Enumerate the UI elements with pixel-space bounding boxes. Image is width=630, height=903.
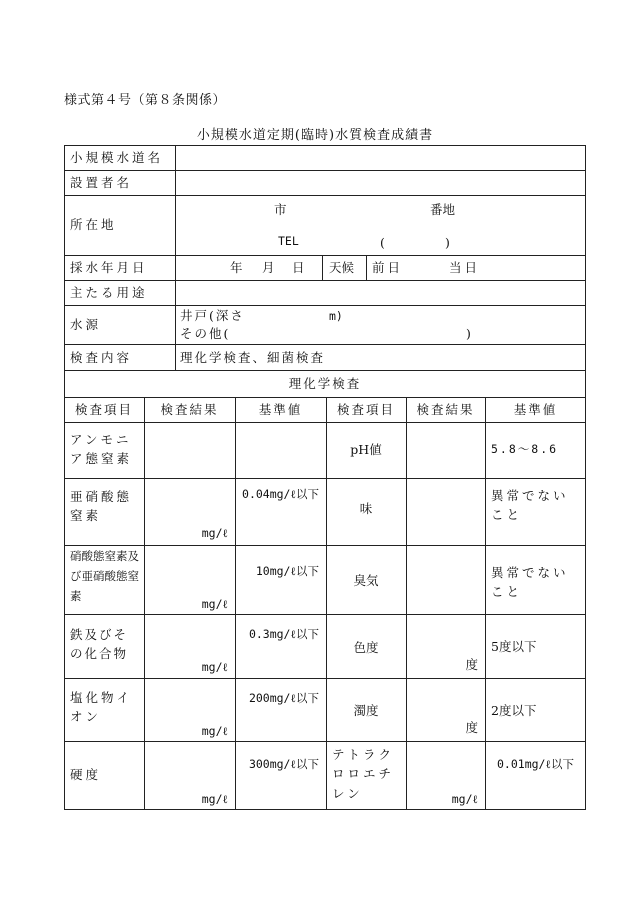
header-item-2: 検査項目 [336,402,395,417]
row5-unit: mg/ℓ [201,724,228,738]
row5-standard2: 2度以下 [491,703,537,718]
row3-item2: 臭気 [353,573,379,588]
row2-unit: mg/ℓ [201,526,228,540]
address-label: 所在地 [70,217,117,232]
row4-item: 鉄及びその化合物 [70,627,129,662]
address-lot-label: 番地 [430,202,456,217]
row1-item: アンモニア態窒素 [70,432,133,467]
tel-label: TEL [278,234,299,248]
row3-standard2: 異常でないこと [491,565,569,600]
header-standard-2: 基準値 [513,402,558,417]
row3-standard: 10mg/ℓ以下 [255,564,319,578]
inspection-form-table [64,145,586,809]
row4-unit: mg/ℓ [201,660,228,674]
header-item-1: 検査項目 [74,402,133,417]
section-title: 理化学検査 [288,376,362,391]
facility-name-label: 小規模水道名 [70,150,164,165]
tel-paren-open: ( [380,235,385,250]
header-standard-1: 基準値 [258,402,303,417]
installer-label: 設置者名 [70,175,133,190]
sampling-date-label: 採水年月日 [70,260,148,275]
other-source-close: ) [466,326,471,341]
month-label: 月 [262,260,275,275]
row5-unit2: 度 [465,720,478,735]
row5-item2: 濁度 [353,703,379,718]
row3-unit: mg/ℓ [201,597,228,611]
address-city-label: 市 [274,202,287,217]
well-depth-unit: m) [329,309,343,323]
row4-unit2: 度 [465,657,478,672]
row4-item2: 色度 [353,640,379,655]
header-result-1: 検査結果 [160,402,219,417]
well-depth-label: 井戸(深さ [180,308,245,323]
inspection-content-value: 理化学検査、細菌検査 [180,350,326,365]
row4-standard2: 5度以下 [491,639,537,654]
header-result-2: 検査結果 [416,402,475,417]
row4-standard: 0.3mg/ℓ以下 [248,627,319,641]
row6-standard2: 0.01mg/ℓ以下 [497,757,574,771]
day-label: 日 [292,260,305,275]
weather-label: 天候 [329,260,355,275]
row2-standard2: 異常でないこと [491,488,569,523]
row6-standard: 300mg/ℓ以下 [248,757,319,771]
other-source-label: その他( [180,326,231,341]
row1-item2: pH値 [350,442,382,457]
document-title: 小規模水道定期(臨時)水質検査成績書 [196,128,434,143]
tel-paren-close: ) [445,235,450,250]
row3-item: 硝酸態窒素及び亜硝酸態窒素 [70,549,139,603]
row2-standard: 0.04mg/ℓ以下 [242,487,319,501]
form-number: 様式第４号（第８条関係） [64,93,227,108]
main-use-label: 主たる用途 [70,285,148,300]
row6-item2: テトラクロロエチレン [332,747,395,801]
row6-unit2: mg/ℓ [451,792,478,806]
prev-day-label: 前日 [372,260,404,275]
water-source-label: 水源 [70,317,102,332]
row2-item: 亜硝酸態窒素 [70,489,133,524]
row5-item: 塩化物イオン [70,690,133,725]
inspection-content-label: 検査内容 [70,350,133,365]
same-day-label: 当日 [449,260,481,275]
row2-item2: 味 [359,501,373,516]
year-label: 年 [230,260,243,275]
row6-unit: mg/ℓ [201,792,228,806]
row6-item: 硬度 [70,767,102,782]
row5-standard: 200mg/ℓ以下 [248,691,319,705]
row1-standard2: 5.8〜8.6 [491,442,559,456]
